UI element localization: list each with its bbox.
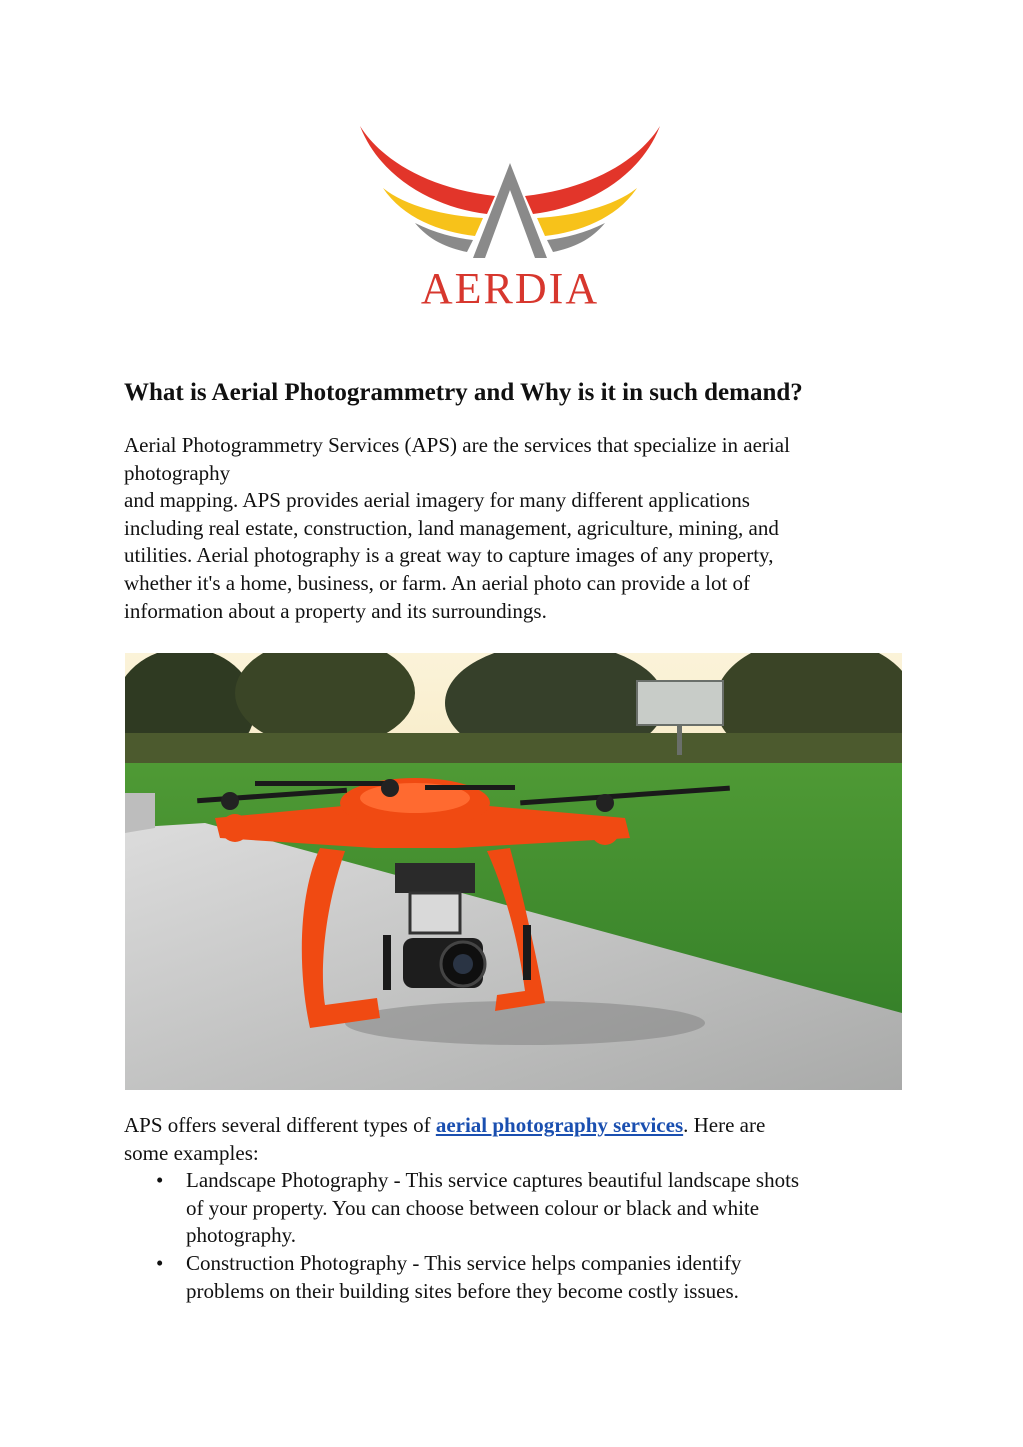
list-item-line: Construction Photography - This service helps companies identify bbox=[186, 1250, 742, 1275]
drone-photo bbox=[125, 653, 902, 1090]
page-title: What is Aerial Photogrammetry and Why is it in such demand? bbox=[124, 379, 803, 406]
services-section bbox=[124, 1112, 914, 1305]
services-intro-line2: some examples: bbox=[124, 1140, 259, 1165]
list-item-line: photography. bbox=[186, 1223, 297, 1248]
list-item bbox=[124, 1167, 914, 1250]
services-list bbox=[124, 1167, 914, 1305]
winged-a-logo-mark bbox=[355, 118, 665, 313]
list-item-line: of your property. You can choose between colour or black and white bbox=[186, 1195, 760, 1220]
intro-line: photography bbox=[124, 460, 231, 485]
services-intro-prefix: APS offers several different types of bbox=[124, 1113, 436, 1137]
intro-line: and mapping. APS provides aerial imagery for many different applications bbox=[124, 488, 750, 513]
list-item bbox=[124, 1250, 914, 1305]
aerial-photography-services-link[interactable]: aerial photography services bbox=[435, 1113, 684, 1137]
list-item-line: Landscape Photography - This service captures beautiful landscape shots bbox=[186, 1168, 800, 1193]
list-item-line: problems on their building sites before they become costly issues. bbox=[186, 1278, 739, 1303]
intro-line: utilities. Aerial photography is a great way to capture images of any property, bbox=[124, 543, 774, 568]
services-intro-suffix: . Here are bbox=[683, 1113, 766, 1137]
services-intro bbox=[124, 1112, 914, 1140]
intro-line: whether it's a home, business, or farm. An aerial photo can provide a lot of bbox=[124, 570, 751, 595]
bullet-icon: • bbox=[156, 1250, 164, 1275]
intro-paragraph bbox=[124, 432, 914, 625]
logo-wordmark: AERDIA bbox=[420, 264, 600, 313]
intro-line: including real estate, construction, land management, agriculture, mining, and bbox=[124, 515, 779, 540]
intro-line: Aerial Photogrammetry Services (APS) are the services that specialize in aerial bbox=[124, 433, 790, 457]
bullet-icon: • bbox=[156, 1168, 164, 1193]
aerdia-logo bbox=[355, 118, 665, 313]
intro-line: information about a property and its surroundings. bbox=[124, 598, 547, 623]
